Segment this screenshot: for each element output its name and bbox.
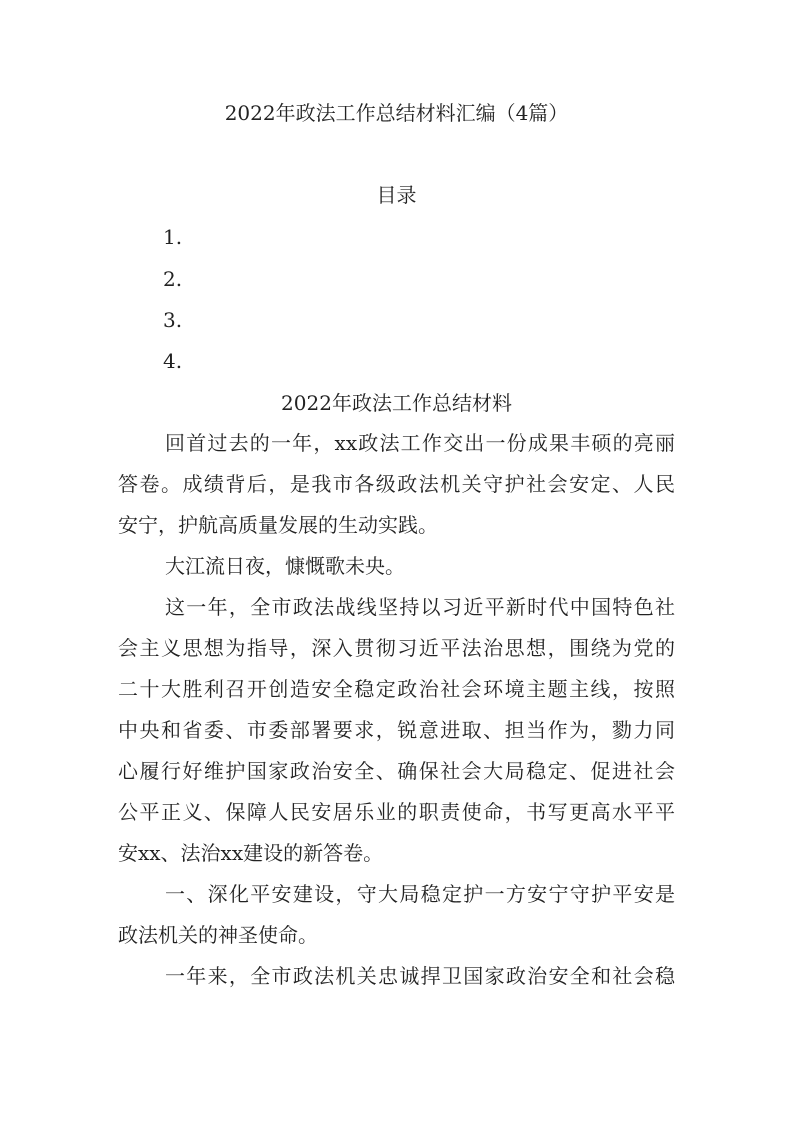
- text-line: 会主义思想为指导，深入贯彻习近平法治思想，围绕为党的: [118, 636, 675, 660]
- text-line: 一、深化平安建设，守大局稳定护一方安宁守护平安是: [165, 882, 675, 906]
- text-line: 政法机关的神圣使命。: [118, 923, 318, 947]
- text-line: 中央和省委、市委部署要求，锐意进取、担当作为，勠力同: [118, 718, 675, 742]
- paragraph: [118, 594, 675, 881]
- toc-item: 3.: [163, 308, 183, 332]
- text-line: 回首过去的一年，xx政法工作交出一份成果丰硕的亮丽: [165, 431, 675, 455]
- toc-heading: 目录: [376, 183, 417, 207]
- text-line: 安宁，护航高质量发展的生动实践。: [118, 513, 438, 537]
- text-line: 二十大胜利召开创造安全稳定政治社会环境主题主线，按照: [118, 677, 675, 701]
- text-line: 心履行好维护国家政治安全、确保社会大局稳定、促进社会: [118, 759, 675, 783]
- paragraph: [118, 553, 675, 594]
- paragraph: [118, 963, 675, 1004]
- text-line: 公平正义、保障人民安居乐业的职责使命，书写更高水平平: [118, 800, 675, 824]
- text-line: 一年来，全市政法机关忠诚捍卫国家政治安全和社会稳: [165, 964, 675, 988]
- section-title: 2022年政法工作总结材料: [281, 391, 512, 415]
- text-line: 大江流日夜，慷慨歌未央。: [165, 554, 405, 578]
- text-line: 答卷。成绩背后，是我市各级政法机关守护社会安定、人民: [118, 472, 675, 496]
- paragraph: [118, 881, 675, 963]
- toc-item: 4.: [163, 349, 183, 373]
- text-line: 这一年，全市政法战线坚持以习近平新时代中国特色社: [165, 595, 675, 619]
- toc-item: 2.: [163, 267, 183, 291]
- text-line: 安xx、法治xx建设的新答卷。: [118, 841, 384, 865]
- toc-item: 1.: [163, 225, 183, 249]
- document-body: [118, 430, 675, 1004]
- paragraph: [118, 430, 675, 553]
- document-title: 2022年政法工作总结材料汇编（4篇）: [224, 101, 569, 125]
